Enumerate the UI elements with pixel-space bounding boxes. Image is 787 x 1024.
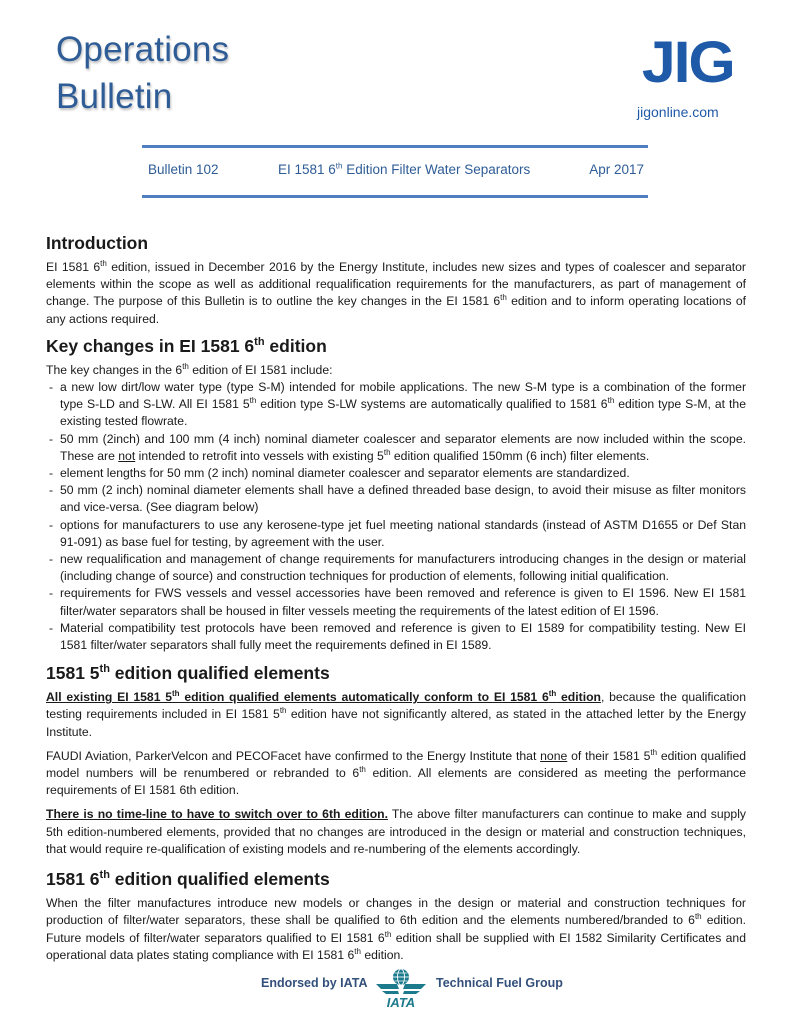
superscript: th bbox=[359, 765, 366, 775]
list-item bbox=[46, 379, 746, 431]
emphasis-text bbox=[46, 690, 601, 704]
superscript: th bbox=[500, 293, 507, 303]
iata-logo-text: IATA bbox=[386, 995, 416, 1010]
text: edition bbox=[264, 335, 327, 356]
text: When the filter manufactures introduce new models or changes in the design or material and construction techniques for production of filter/water separators, these shall be qualified to 6th edition and the elements numbered/branded to 6 bbox=[46, 896, 746, 928]
superscript: th bbox=[607, 396, 615, 406]
text: of their 1581 5 bbox=[567, 748, 651, 763]
text: a new low dirt/low water type (type S-M) intended for mobile applications. The new S-M type is a combination of the former type S-LD and S-LW. All EI 1581 5 bbox=[60, 380, 746, 412]
text: edition. Future models of filter/water separators qualified to EI 1581 6 bbox=[46, 913, 746, 945]
text: 1581 5 bbox=[46, 663, 100, 684]
subject-text: EI 1581 6 bbox=[278, 162, 336, 177]
text: edition type S-M, at the existing tested flowrate. bbox=[60, 397, 746, 429]
text: The key changes in the 6 bbox=[46, 362, 183, 377]
text: , because the qualification testing requirements included in EI 1581 5 bbox=[46, 690, 746, 722]
text: edition qualified 150mm (6 inch) filter elements. bbox=[390, 448, 650, 463]
superscript: th bbox=[383, 447, 391, 457]
text: edition and to inform operating locations of any actions required. bbox=[46, 294, 746, 326]
underlined-text: not bbox=[118, 448, 136, 463]
superscript: th bbox=[254, 335, 265, 348]
footer-endorsed: Endorsed by IATA bbox=[261, 976, 368, 990]
text: Key changes in EI 1581 6 bbox=[46, 335, 255, 356]
document-title bbox=[56, 26, 229, 120]
list-item: - new requalification and management of change requirements for manufacturers introducing changes in the design or material (including change of source) and construction techniques for production of elements, following initial qualification. bbox=[46, 551, 746, 585]
list-item: - options for manufacturers to use any kerosene-type jet fuel meeting national standards (instead of ASTM D1655 or Def Stan 91-091) as base fuel for testing, by agreement with the user. bbox=[46, 517, 746, 551]
section-heading-introduction: Introduction bbox=[46, 233, 149, 253]
header-rule-bottom bbox=[142, 195, 648, 198]
list-item: - Material compatibility test protocols have been removed and reference is given to EI 1589 for compatibility testing. New EI 1581 filter/water separators shall fully meet the requirements defined in EI 1589. bbox=[46, 620, 746, 654]
text: 1581 6 bbox=[46, 869, 100, 890]
superscript: th bbox=[548, 689, 557, 699]
text: FAUDI Aviation, ParkerVelcon and PECOFacet have confirmed to the Energy Institute that bbox=[46, 748, 541, 763]
text: intended to retrofit into vessels with existing 5 bbox=[135, 448, 384, 463]
list-item: - 50 mm (2 inch) nominal diameter elements shall have a defined threaded base design, to avoid their misuse as filter monitors and vice-versa. (See diagram below) bbox=[46, 482, 746, 516]
text: EI 1581 6 bbox=[46, 260, 101, 274]
fifth-paragraph-1 bbox=[46, 689, 746, 741]
text: edition qualified elements automatically conform to EI 1581 6 bbox=[179, 690, 549, 705]
jig-url-link[interactable]: jigonline.com bbox=[637, 104, 719, 120]
footer-group: Technical Fuel Group bbox=[436, 976, 563, 990]
key-changes-lead bbox=[46, 362, 746, 379]
superscript: th bbox=[335, 161, 343, 171]
text: edition qualified model numbers will be renumbered or rebranded to 6 bbox=[46, 748, 746, 781]
superscript: th bbox=[249, 396, 257, 406]
key-changes-list bbox=[46, 379, 746, 654]
title-line-2: Bulletin bbox=[56, 77, 173, 116]
superscript: th bbox=[354, 946, 361, 956]
text: edition have not significantly altered, as stated in the attached letter by the Energy Institute. bbox=[46, 707, 746, 739]
superscript: th bbox=[99, 663, 110, 676]
footer bbox=[0, 966, 787, 1012]
text: edition of EI 1581 include: bbox=[188, 362, 333, 377]
text: edition, issued in December 2016 by the Energy Institute, includes new sizes and types of coalescer and separator elements within the scope as well as additional requalification requirements for the manufacturers, as part of management of change. The purpose of this Bulletin is to outline the key changes in the EI 1581 6 bbox=[46, 260, 746, 309]
jig-logo[interactable] bbox=[636, 32, 746, 124]
header-rule-top bbox=[142, 145, 648, 148]
superscript: th bbox=[99, 869, 110, 882]
superscript: th bbox=[694, 912, 702, 922]
bulletin-body bbox=[46, 232, 746, 971]
text: All existing EI 1581 5 bbox=[46, 690, 173, 705]
list-item: - element lengths for 50 mm (2 inch) nominal diameter coalescer and separator elements are standardized. bbox=[46, 465, 746, 482]
section-heading-5th-edition bbox=[46, 662, 746, 684]
fifth-paragraph-2 bbox=[46, 748, 746, 800]
text: edition qualified elements bbox=[109, 663, 330, 684]
emphasis-text: There is no time-line to have to switch over to 6th edition. bbox=[46, 807, 388, 822]
superscript: th bbox=[650, 747, 658, 757]
subject-text: Edition Filter Water Separators bbox=[342, 162, 531, 177]
intro-paragraph bbox=[46, 259, 746, 328]
text: edition type S-LW systems are automatically qualified to 1581 6 bbox=[256, 397, 608, 412]
bulletin-date: Apr 2017 bbox=[589, 162, 644, 177]
text: edition qualified elements bbox=[109, 869, 330, 890]
bulletin-subject bbox=[278, 162, 530, 177]
title-line-1: Operations bbox=[56, 30, 230, 69]
superscript: th bbox=[100, 258, 107, 268]
superscript: th bbox=[182, 361, 189, 371]
fifth-paragraph-3 bbox=[46, 806, 746, 858]
jig-logo-mark: JIG bbox=[641, 30, 734, 95]
text: The above filter manufacturers can continue to make and supply 5th edition-numbered elements, provided that no changes are introduced in the design or material and construction techniques, that would require re-qualification of existing models and re-numbering of the elements accordingly. bbox=[46, 807, 746, 856]
superscript: th bbox=[384, 929, 392, 939]
superscript: th bbox=[172, 689, 180, 699]
text: edition bbox=[556, 690, 601, 705]
text: edition. All elements are considered as meeting the performance requirements of EI 1581 6th edition. bbox=[46, 766, 746, 798]
text: edition. bbox=[360, 947, 404, 962]
text: edition shall be supplied with EI 1582 Similarity Certificates and operational data plates stating compliance with EI 1581 6 bbox=[46, 930, 746, 962]
sixth-paragraph bbox=[46, 895, 746, 964]
superscript: th bbox=[279, 706, 287, 716]
underlined-text: none bbox=[540, 748, 568, 763]
list-item bbox=[46, 431, 746, 465]
section-heading-key-changes bbox=[46, 335, 746, 357]
bulletin-number: Bulletin 102 bbox=[148, 162, 219, 177]
text: 50 mm (2inch) and 100 mm (4 inch) nominal diameter coalescer and separator elements are now included within the scope. These are bbox=[60, 431, 746, 463]
section-heading-6th-edition bbox=[46, 868, 746, 890]
list-item: - requirements for FWS vessels and vessel accessories have been removed and reference is given to EI 1596. New EI 1581 filter/water separators shall be housed in filter vessels meeting the requirements of the latest edition of EI 1596. bbox=[46, 585, 746, 619]
iata-logo-icon bbox=[373, 966, 429, 1010]
